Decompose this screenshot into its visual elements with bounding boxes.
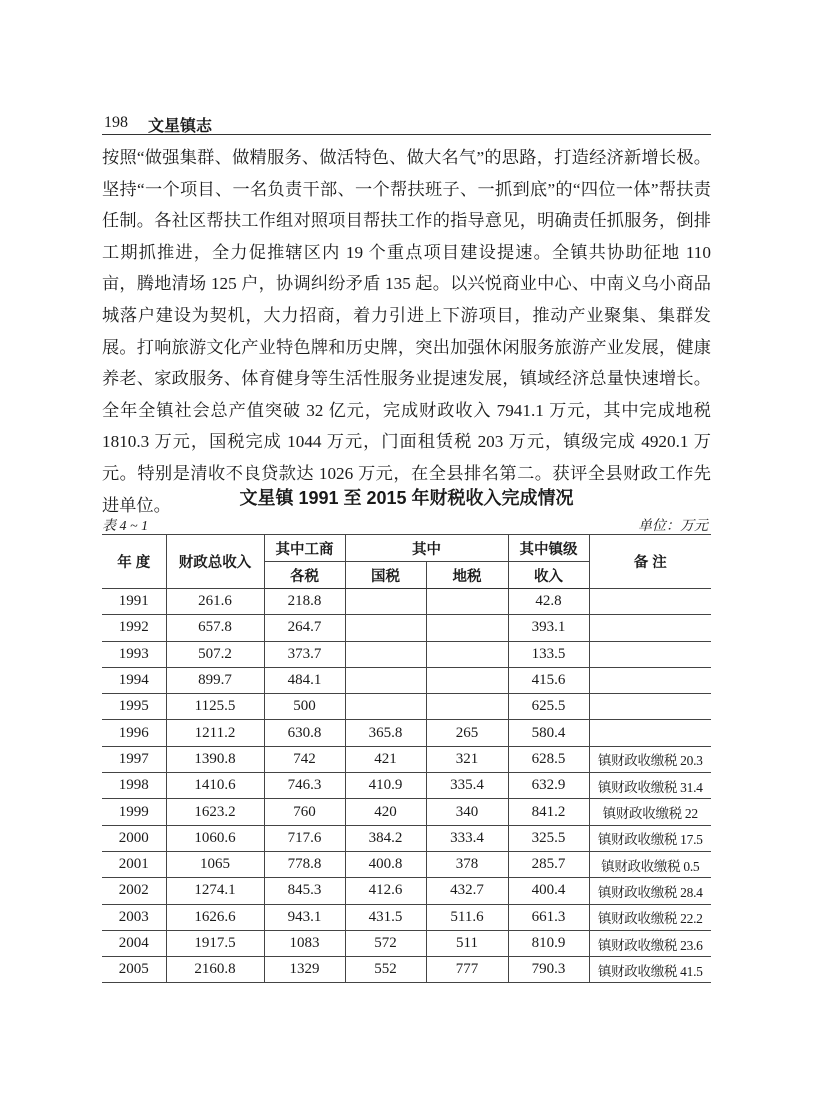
cell-town-revenue: 632.9 [508,773,589,799]
cell-national-tax [345,694,426,720]
cell-year: 2002 [102,878,166,904]
cell-year: 2004 [102,930,166,956]
cell-commerce-tax: 943.1 [264,904,345,930]
cell-local-tax: 511.6 [426,904,508,930]
header-commerce-line2: 各税 [264,562,345,589]
cell-year: 2000 [102,825,166,851]
cell-commerce-tax: 778.8 [264,851,345,877]
cell-total-revenue: 1410.6 [166,773,264,799]
cell-town-revenue: 810.9 [508,930,589,956]
cell-commerce-tax: 1083 [264,930,345,956]
cell-national-tax: 420 [345,799,426,825]
cell-total-revenue: 1125.5 [166,694,264,720]
cell-year: 1991 [102,589,166,615]
cell-local-tax: 378 [426,851,508,877]
cell-town-revenue: 393.1 [508,615,589,641]
cell-commerce-tax: 760 [264,799,345,825]
table-row [102,720,711,746]
revenue-table [102,534,711,983]
table-row [102,825,711,851]
cell-national-tax: 572 [345,930,426,956]
cell-commerce-tax: 264.7 [264,615,345,641]
cell-town-revenue: 580.4 [508,720,589,746]
cell-note [589,694,711,720]
cell-commerce-tax: 218.8 [264,589,345,615]
cell-year: 1992 [102,615,166,641]
cell-town-revenue: 841.2 [508,799,589,825]
cell-commerce-tax: 845.3 [264,878,345,904]
cell-town-revenue: 285.7 [508,851,589,877]
cell-note: 镇财政收缴税 20.3 [589,746,711,772]
cell-local-tax: 432.7 [426,878,508,904]
cell-town-revenue: 42.8 [508,589,589,615]
body-paragraph: 按照“做强集群、做精服务、做活特色、做大名气”的思路，打造经济新增长极。坚持“一个项目、一名负责干部、一个帮扶班子、一抓到底”的“四位一体”帮扶责任制。各社区帮扶工作组对照项目帮扶工作的指导意见，明确责任抓服务，倒排工期抓推进，全力促推辖区内 19 个重点项目建设提速。全镇共协助征地 110 亩，腾地清场 125 户，协调纠纷矛盾 135 起。以兴悦商业中心、中南义乌小商品城落户建设为契机，大力招商，着力引进上下游项目，推动产业聚集、集群发展。打响旅游文化产业特色牌和历史牌，突出加强休闲服务旅游产业发展，健康养老、家政服务、体育健身等生活性服务业提速发展，镇域经济总量快速增长。全年全镇社会总产值突破 32 亿元，完成财政收入 7941.1 万元，其中完成地税 1810.3 万元，国税完成 1044 万元，门面租赁税 203 万元，镇级完成 4920.1 万元。特别是清收不良贷款达 1026 万元，在全县排名第二。获评全县财政工作先进单位。 [102,148,711,515]
cell-local-tax: 777 [426,957,508,983]
cell-note: 镇财政收缴税 17.5 [589,825,711,851]
cell-town-revenue: 790.3 [508,957,589,983]
book-title: 文星镇志 [148,118,213,135]
table-row [102,694,711,720]
cell-note: 镇财政收缴税 28.4 [589,878,711,904]
cell-year: 1997 [102,746,166,772]
cell-national-tax [345,589,426,615]
cell-local-tax: 335.4 [426,773,508,799]
cell-national-tax [345,641,426,667]
cell-year: 1999 [102,799,166,825]
cell-commerce-tax: 746.3 [264,773,345,799]
table-row [102,799,711,825]
cell-commerce-tax: 717.6 [264,825,345,851]
cell-national-tax: 410.9 [345,773,426,799]
cell-note [589,641,711,667]
cell-local-tax: 340 [426,799,508,825]
header-of-which: 其中 [345,535,508,562]
header-note: 备 注 [589,535,711,589]
cell-national-tax [345,667,426,693]
cell-local-tax: 321 [426,746,508,772]
table-row [102,904,711,930]
cell-year: 1993 [102,641,166,667]
table-row [102,957,711,983]
table-row [102,615,711,641]
table-title: 文星镇 1991 至 2015 年财税收入完成情况 [239,488,574,508]
cell-year: 2001 [102,851,166,877]
cell-total-revenue: 1390.8 [166,746,264,772]
cell-national-tax: 412.6 [345,878,426,904]
header-local-tax: 地税 [426,562,508,589]
cell-total-revenue: 1626.6 [166,904,264,930]
table-number: 表 4 ~ 1 [102,519,149,534]
table-unit: 单位：万元 [638,519,708,534]
cell-local-tax: 333.4 [426,825,508,851]
cell-commerce-tax: 630.8 [264,720,345,746]
cell-total-revenue: 507.2 [166,641,264,667]
table-row [102,641,711,667]
cell-note: 镇财政收缴税 22 [589,799,711,825]
cell-year: 1995 [102,694,166,720]
cell-note: 镇财政收缴税 31.4 [589,773,711,799]
cell-total-revenue: 1211.2 [166,720,264,746]
cell-national-tax: 400.8 [345,851,426,877]
header-town-line1: 其中镇级 [508,535,589,562]
cell-town-revenue: 628.5 [508,746,589,772]
cell-town-revenue: 661.3 [508,904,589,930]
cell-note [589,720,711,746]
cell-town-revenue: 625.5 [508,694,589,720]
cell-local-tax: 511 [426,930,508,956]
cell-national-tax: 365.8 [345,720,426,746]
cell-commerce-tax: 1329 [264,957,345,983]
table-row [102,773,711,799]
cell-year: 2005 [102,957,166,983]
cell-total-revenue: 899.7 [166,667,264,693]
cell-national-tax: 431.5 [345,904,426,930]
cell-national-tax: 421 [345,746,426,772]
cell-note: 镇财政收缴税 0.5 [589,851,711,877]
header-national-tax: 国税 [345,562,426,589]
cell-year: 1994 [102,667,166,693]
cell-commerce-tax: 500 [264,694,345,720]
cell-town-revenue: 400.4 [508,878,589,904]
cell-national-tax: 552 [345,957,426,983]
cell-total-revenue: 1065 [166,851,264,877]
table-row [102,667,711,693]
table-row [102,878,711,904]
header-total: 财政总收入 [166,535,264,589]
cell-note: 镇财政收缴税 41.5 [589,957,711,983]
cell-note [589,615,711,641]
cell-total-revenue: 657.8 [166,615,264,641]
cell-note: 镇财政收缴税 23.6 [589,930,711,956]
header-year: 年 度 [102,535,166,589]
cell-national-tax [345,615,426,641]
cell-town-revenue: 415.6 [508,667,589,693]
running-header [102,112,711,135]
header-commerce-line1: 其中工商 [264,535,345,562]
cell-town-revenue: 133.5 [508,641,589,667]
cell-year: 2003 [102,904,166,930]
cell-note [589,667,711,693]
header-town-line2: 收入 [508,562,589,589]
table-row [102,930,711,956]
cell-total-revenue: 2160.8 [166,957,264,983]
cell-local-tax [426,667,508,693]
cell-total-revenue: 1274.1 [166,878,264,904]
cell-year: 1996 [102,720,166,746]
page-number: 198 [104,114,128,131]
cell-commerce-tax: 484.1 [264,667,345,693]
cell-commerce-tax: 742 [264,746,345,772]
table-row [102,851,711,877]
cell-note [589,589,711,615]
cell-total-revenue: 1060.6 [166,825,264,851]
cell-town-revenue: 325.5 [508,825,589,851]
cell-year: 1998 [102,773,166,799]
cell-total-revenue: 1623.2 [166,799,264,825]
cell-local-tax [426,615,508,641]
cell-local-tax [426,694,508,720]
cell-local-tax [426,641,508,667]
table-row [102,746,711,772]
cell-local-tax [426,589,508,615]
cell-national-tax: 384.2 [345,825,426,851]
table-row [102,589,711,615]
cell-note: 镇财政收缴税 22.2 [589,904,711,930]
cell-commerce-tax: 373.7 [264,641,345,667]
cell-total-revenue: 261.6 [166,589,264,615]
cell-total-revenue: 1917.5 [166,930,264,956]
cell-local-tax: 265 [426,720,508,746]
